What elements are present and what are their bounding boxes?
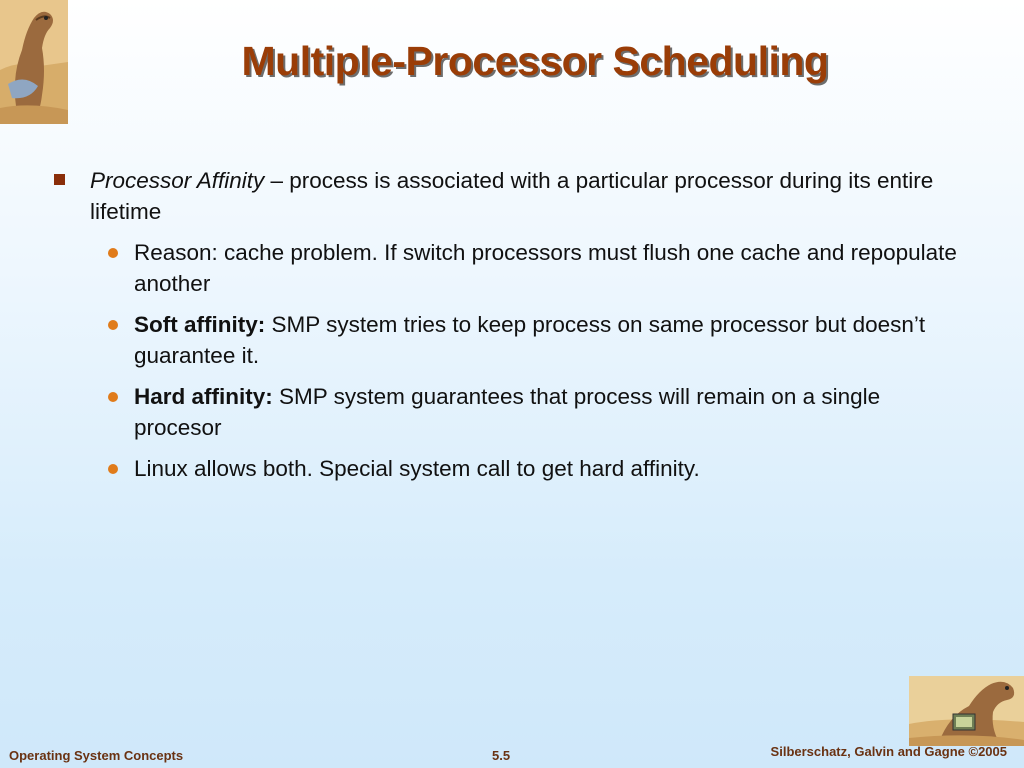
round-bullet-icon [108,392,118,402]
slide-content [52,165,972,494]
sub-bullet-text: Reason: cache problem. If switch processors must flush one cache and repopulate another [134,240,957,296]
dinosaur-logo-top [0,0,68,124]
sub-bullet-bold-term: Soft affinity: [134,312,266,337]
sub-bullet-text: Linux allows both. Special system call to get hard affinity. [134,456,700,481]
footer-copyright: Silberschatz, Galvin and Gagne ©2005 [770,744,1007,759]
sub-bullet-text: SMP system guarantees that process will remain on a single procesor [134,384,881,440]
round-bullet-icon [108,248,118,258]
sub-bullet-bold-term: Hard affinity: [134,384,273,409]
bullet-text: – process is associated with a particular processor during its entire lifetime [90,168,934,224]
sub-bullet-hard-affinity [52,381,972,443]
sub-bullet-soft-affinity [52,309,972,371]
square-bullet-icon [54,174,65,185]
bullet-processor-affinity [52,165,972,227]
footer-page-number: 5.5 [492,748,511,763]
sub-bullet-reason [52,237,972,299]
sub-bullet-linux [52,453,972,484]
footer-course-title: Operating System Concepts [9,748,184,763]
round-bullet-icon [108,464,118,474]
dinosaur-logo-bottom [909,676,1024,746]
term-processor-affinity: Processor Affinity [90,168,265,193]
slide-title: Multiple-Processor Scheduling [241,38,829,84]
sub-bullet-text: SMP system tries to keep process on same processor but doesn’t guarantee it. [134,312,926,368]
round-bullet-icon [108,320,118,330]
